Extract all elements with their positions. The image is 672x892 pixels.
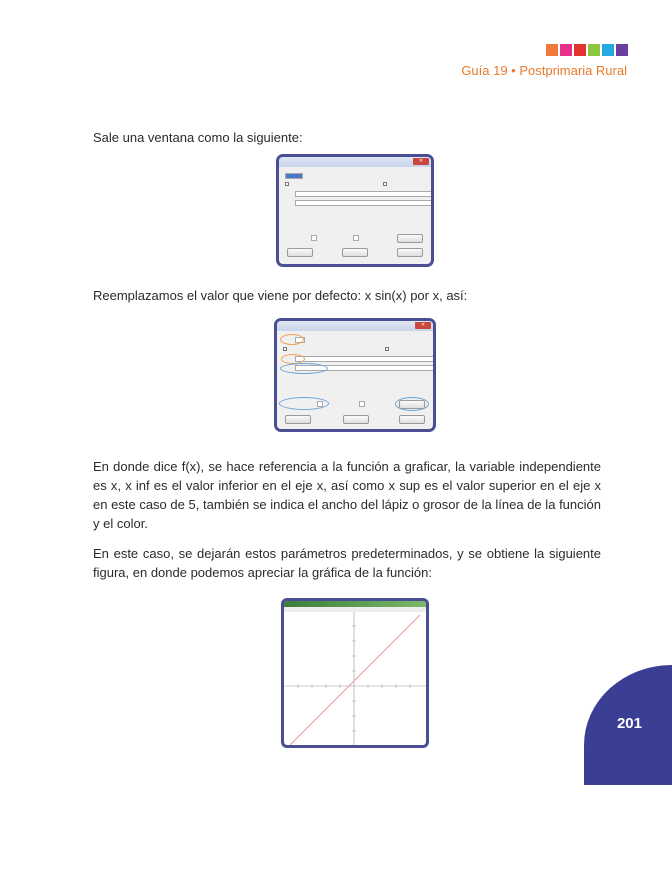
checkbox-icon bbox=[285, 182, 289, 186]
highlight-circle bbox=[280, 334, 304, 345]
color-square bbox=[588, 44, 600, 56]
dialog-screenshot-annotated bbox=[274, 318, 436, 432]
paragraph-explanation: En donde dice f(x), se hace referencia a la función a graficar, la variable independiente es x, x inf es el valor inferior en el eje x, así como x sup es el valor superior en el eje x en este caso de 5, también se indica el ancho del lápiz o grosor de la línea de la función y el color. bbox=[93, 459, 601, 531]
cancel-button-image bbox=[343, 415, 369, 424]
highlight-circle bbox=[395, 397, 429, 411]
color-square bbox=[546, 44, 558, 56]
color-square bbox=[602, 44, 614, 56]
help-button-image bbox=[399, 415, 425, 424]
dialog-titlebar bbox=[279, 157, 431, 167]
dialog-titlebar bbox=[277, 321, 433, 331]
color-square bbox=[574, 44, 586, 56]
color-square bbox=[616, 44, 628, 56]
checkbox-icon bbox=[383, 182, 387, 186]
header-color-squares bbox=[546, 44, 628, 56]
ok-button-image bbox=[287, 248, 313, 257]
function-graph bbox=[284, 612, 426, 745]
page-number: 201 bbox=[616, 715, 642, 732]
graph-window-screenshot bbox=[281, 598, 429, 748]
color-button-image bbox=[397, 234, 423, 243]
ok-button-image bbox=[285, 415, 311, 424]
close-icon: ✕ bbox=[415, 322, 431, 329]
function-line bbox=[290, 615, 420, 745]
paragraph-intro: Sale una ventana como la siguiente: bbox=[93, 130, 303, 145]
help-button-image bbox=[397, 248, 423, 257]
paragraph-result: En este caso, se dejarán estos parámetros predeterminados, y se obtiene la siguiente figura, en donde podemos apreciar la gráfica de la función: bbox=[93, 546, 601, 580]
color-square bbox=[560, 44, 572, 56]
cancel-button-image bbox=[342, 248, 368, 257]
header-title: Guía 19 • Postprimaria Rural bbox=[461, 63, 627, 78]
dialog-screenshot-default bbox=[276, 154, 434, 267]
close-icon: ✕ bbox=[413, 158, 429, 165]
paragraph-replace: Reemplazamos el valor que viene por defecto: x sin(x) por x, así: bbox=[93, 288, 468, 303]
highlight-circle bbox=[279, 397, 329, 410]
checkbox-icon bbox=[283, 347, 287, 351]
checkbox-icon bbox=[385, 347, 389, 351]
highlight-circle bbox=[280, 363, 328, 374]
